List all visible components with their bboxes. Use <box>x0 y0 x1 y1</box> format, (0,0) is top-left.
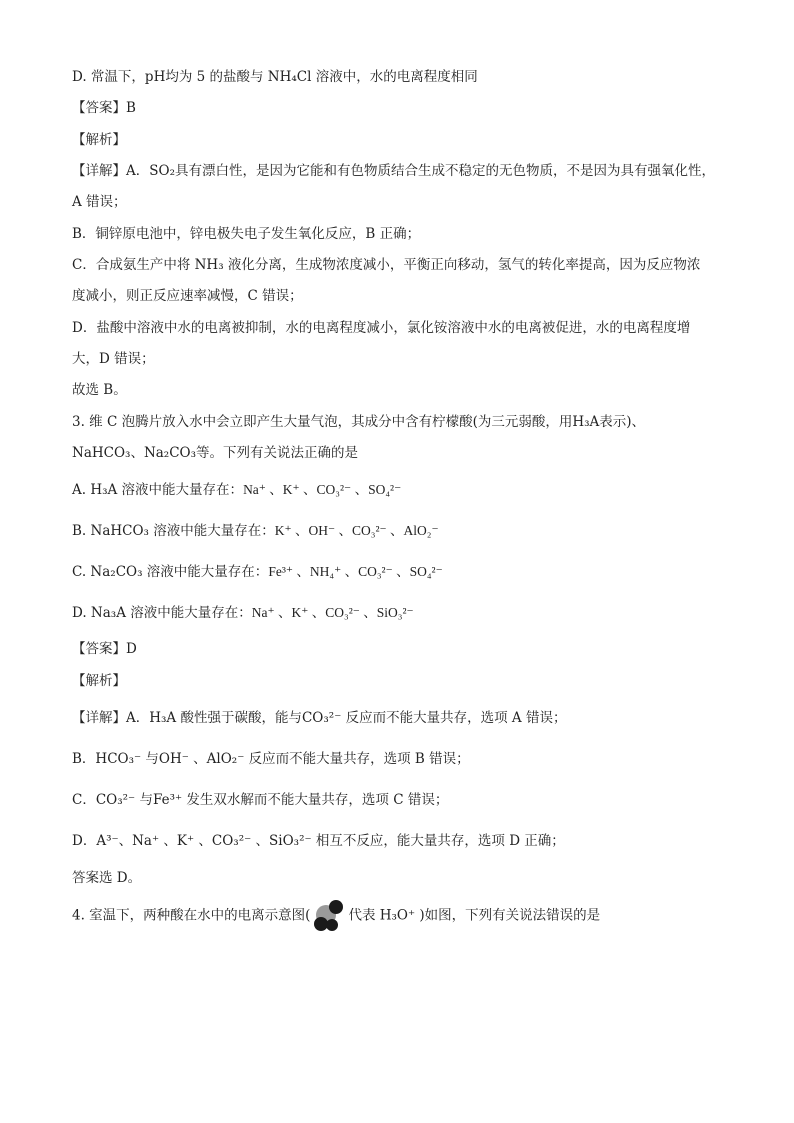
hydronium-molecule-icon <box>312 905 346 927</box>
q3-option-d-ions: Na⁺ 、K⁺ 、CO₃²⁻ 、SiO₃²⁻ <box>251 605 414 620</box>
q2-detail-d-line2: 大，D 错误； <box>72 351 155 367</box>
q2-detail-d-line1: D．盐酸中溶液中水的电离被抑制，水的电离程度减小，氯化铵溶液中水的电离被促进，水的电离程度增 <box>72 320 691 336</box>
q3-option-c-prefix: C. Na₂CO₃ 溶液中能大量存在： <box>72 564 269 580</box>
q3-option-b <box>72 522 439 540</box>
q3-conclusion: 答案选 D。 <box>72 870 142 886</box>
q4-stem-after: 代表 H₃O⁺ )如图，下列有关说法错误的是 <box>348 907 601 924</box>
q3-option-c <box>72 563 443 581</box>
q2-analysis-label: 【解析】 <box>72 132 126 148</box>
q3-option-b-prefix: B. NaHCO₃ 溶液中能大量存在： <box>72 523 275 539</box>
q2-detail-a-line2: A 错误； <box>72 194 127 210</box>
q3-analysis-label: 【解析】 <box>72 673 126 689</box>
q3-option-b-ions: K⁺ 、OH⁻ 、CO₃²⁻ 、AlO₂⁻ <box>274 523 439 538</box>
q3-stem-line1: 3. 维 C 泡腾片放入水中会立即产生大量气泡，其成分中含有柠檬酸(为三元弱酸，用H₃A表示)、 <box>72 414 646 430</box>
q3-option-a-prefix: A. H₃A 溶液中能大量存在： <box>72 482 244 498</box>
q2-conclusion: 故选 B。 <box>72 382 127 398</box>
q3-option-a-ions: Na⁺ 、K⁺ 、CO₃²⁻ 、SO₄²⁻ <box>243 482 402 497</box>
q3-detail-a: 【详解】A．H₃A 酸性强于碳酸，能与CO₃²⁻ 反应而不能大量共存，选项 A 错误； <box>72 710 567 726</box>
q2-detail-a-line1: 【详解】A．SO₂具有漂白性，是因为它能和有色物质结合生成不稳定的无色物质，不是因为具有强氧化性， <box>72 163 715 179</box>
q2-answer: 【答案】B <box>72 100 136 116</box>
q3-option-a <box>72 481 401 499</box>
q2-detail-c-line2: 度减小，则正反应速率减慢，C 错误； <box>72 288 303 304</box>
q3-stem-line2: NaHCO₃、Na₂CO₃等。下列有关说法正确的是 <box>72 445 359 461</box>
q3-detail-b: B．HCO₃⁻ 与OH⁻ 、AlO₂⁻ 反应而不能大量共存，选项 B 错误； <box>72 751 470 767</box>
q4-stem-before: 4. 室温下，两种酸在水中的电离示意图( <box>72 907 311 924</box>
q3-detail-d: D．A³⁻、Na⁺ 、K⁺ 、CO₃²⁻ 、SiO₃²⁻ 相互不反应，能大量共存，选项 D 正确； <box>72 833 565 849</box>
q3-option-d <box>72 604 414 622</box>
q2-option-d: D. 常温下，pH均为 5 的盐酸与 NH₄Cl 溶液中，水的电离程度相同 <box>72 69 478 85</box>
q3-answer: 【答案】D <box>72 641 137 657</box>
q3-option-c-ions: Fe³⁺ 、NH₄⁺ 、CO₃²⁻ 、SO₄²⁻ <box>268 564 443 579</box>
q2-detail-b: B．铜锌原电池中，锌电极失电子发生氧化反应，B 正确； <box>72 226 421 242</box>
q3-option-d-prefix: D. Na₃A 溶液中能大量存在： <box>72 605 252 621</box>
q2-detail-c-line1: C．合成氨生产中将 NH₃ 液化分离，生成物浓度减小，平衡正向移动，氢气的转化率提高，因为反应物浓 <box>72 257 701 273</box>
q4-stem <box>72 905 600 927</box>
q3-detail-c: C．CO₃²⁻ 与Fe³⁺ 发生双水解而不能大量共存，选项 C 错误； <box>72 792 449 808</box>
